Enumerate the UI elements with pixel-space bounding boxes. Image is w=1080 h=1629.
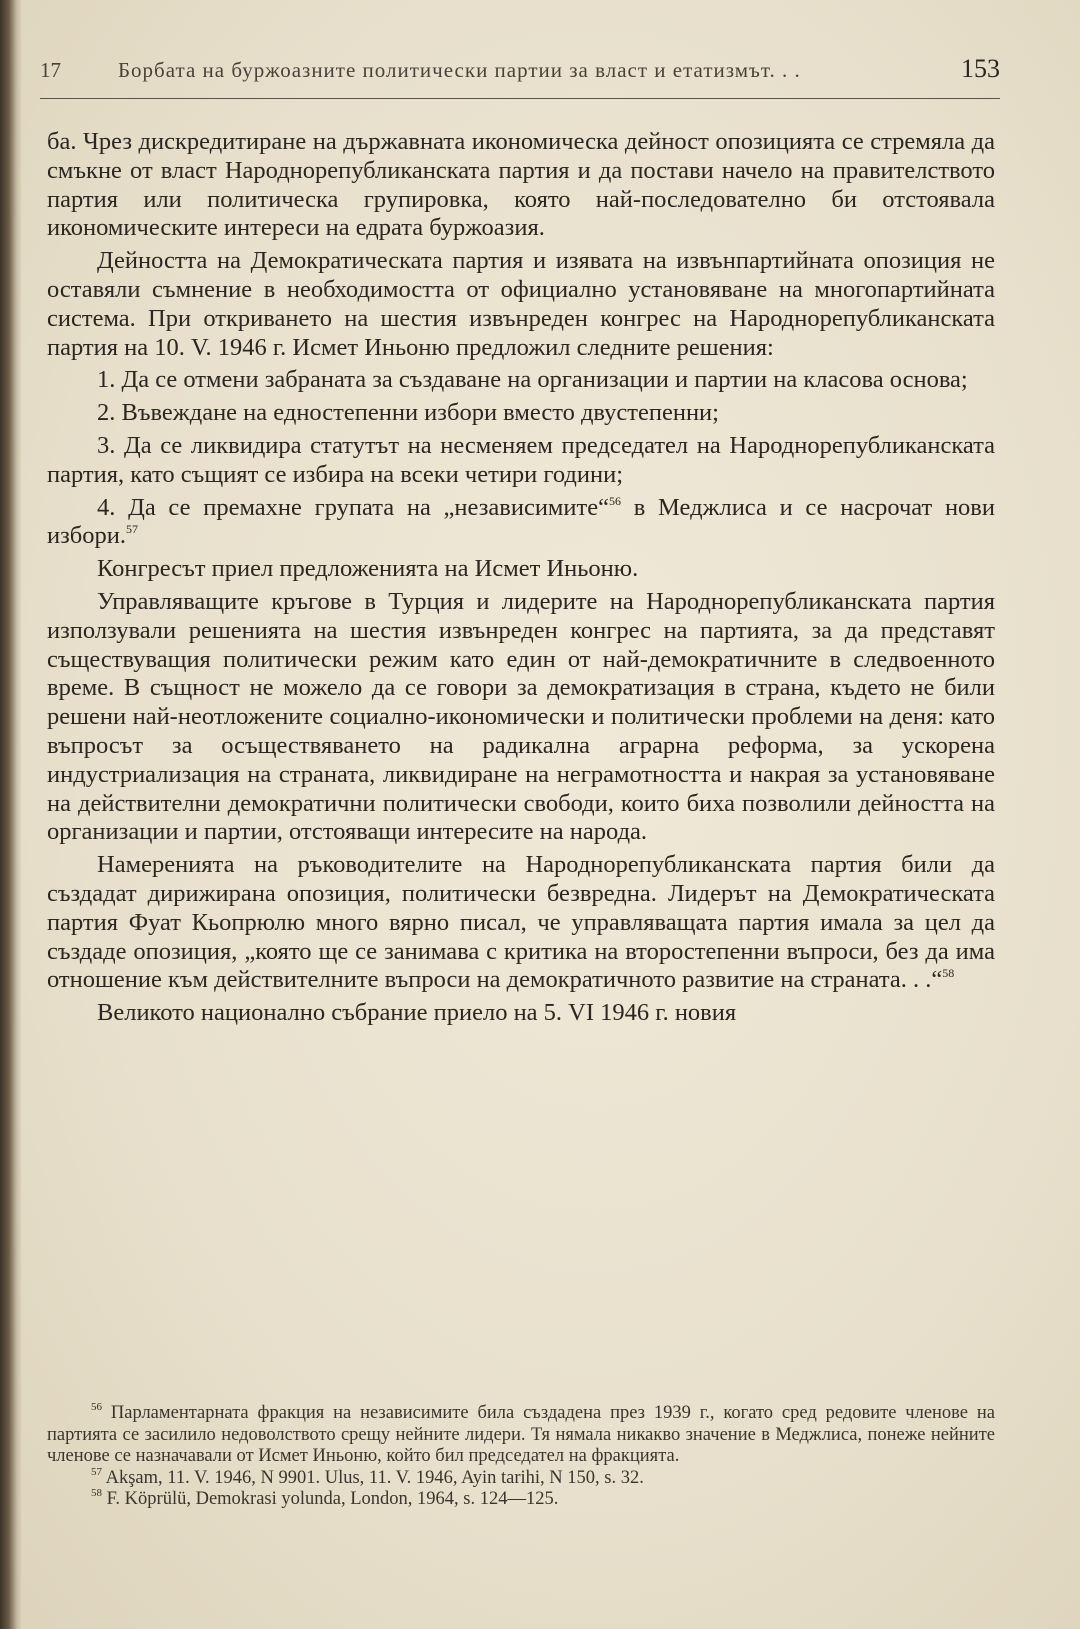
footnote-text: Akşam, 11. V. 1946, N 9901. Ulus, 11. V. 1946, Ayin tarihi, N 150, s. 32. xyxy=(105,1467,644,1488)
paragraph: Конгресът приел предложенията на Исмет Иньоню. xyxy=(97,555,639,583)
page-number: 153 xyxy=(961,54,1000,83)
list-item-2: 2. Въвеждане на едностепенни избори вместо двустепенни; xyxy=(97,399,719,427)
header-rule xyxy=(40,98,1000,99)
list-item-3: 3. Да се ликвидира статутът на несменяем председател на Народнорепубликанската партия, като същият се избира на всеки четири години; xyxy=(47,431,995,488)
footnote-mark: 57 xyxy=(91,1465,102,1478)
running-title: Борбата на буржоазните политически партии за власт и етатизмът. . . xyxy=(118,58,801,82)
footnotes xyxy=(47,1403,995,1511)
paragraph: Дейността на Демократическата партия и изявата на извънпартийната опозиция не оставяли съмнение в необходимостта от официално установяване на многопартийната система. При откриването на шестия извънреден конгрес на Народнорепубликанската партия на 10. V. 1946 г. Исмет Иньоню предложил следните решения: xyxy=(47,247,995,361)
book-spine-shadow xyxy=(0,0,22,1629)
list-item-4-text: 4. Да се премахне групата на „независимите“ xyxy=(97,493,610,521)
footnote-mark: 56 xyxy=(91,1401,102,1413)
body-text xyxy=(47,128,995,1032)
paragraph xyxy=(47,851,995,995)
footnote-ref-58: 58 xyxy=(942,966,955,981)
list-item-4 xyxy=(47,494,995,552)
footnote-ref-57: 57 xyxy=(126,522,138,537)
list-item-4-text-end: в Меджлиса и се насрочат нови избори. xyxy=(47,493,995,550)
running-head xyxy=(40,54,1000,98)
footnote-text: Парламентарната фракция на независимите била създадена през 1939 г., когато сред редовите членове на партията се засилило недоволството срещу нейните лидери. Тя нямала никакво значение в Меджлиса, понеже нейните членове се назначавали от Исмет Иньоню, който бил председател на фракцията. xyxy=(47,1403,996,1467)
footnote-56 xyxy=(47,1403,995,1468)
footnote-mark: 58 xyxy=(91,1487,102,1500)
paragraph: Управляващите кръгове в Турция и лидерите на Народнорепубликанската партия използували решенията на шестия извънреден конгрес на партията, за да представят съществуващия политически режим като един от най-демократичните в следвоенното време. В същност не можело да се говори за демократизация в страна, където не били решени най-неотложените социално-икономически и политически проблеми на деня: като въпросът за осъществяването на радикална аграрна реформа, за ускорена индустриализация на страната, ликвидиране на неграмотността и накрая за установяване на действителни демократични политически свободи, които биха позволили дейността на организации и партии, отстояващи интересите на народа. xyxy=(47,587,995,846)
paragraph-text: Намеренията на ръководителите на Народнорепубликанската партия били да създадат дирижирана опозиция, политически безвредна. Лидерът на Демократическата партия Фуат Кьопрюлю много вярно писал, че управляващата партия имала за цел да създаде опозиция, „която ще се занимава с критика на второстепенни въпроси, без да има отношение към действителните въпроси на демократичното развитие на страната. . .“ xyxy=(47,851,995,994)
footnote-text: F. Köprülü, Demokrasi yolunda, London, 1964, s. 124—125. xyxy=(106,1489,559,1510)
footnote-57 xyxy=(47,1465,995,1490)
footnote-58 xyxy=(47,1489,995,1511)
paragraph-continued: ба. Чрез дискредитиране на държавната икономическа дейност опозицията се стремяла да смъкне от власт Народнорепубликанската партия и да постави начело на правителството партия или политическа групировка, която най-последователно би отстоявала икономическите интереси на едрата буржоазия. xyxy=(47,128,995,242)
chapter-number: 17 xyxy=(40,58,61,82)
paragraph: Великото национално събрание приело на 5. VI 1946 г. новия xyxy=(97,999,737,1027)
list-item-1: 1. Да се отмени забраната за създаване на организации и партии на класова основа; xyxy=(97,366,968,394)
footnote-ref-56: 56 xyxy=(609,493,622,508)
